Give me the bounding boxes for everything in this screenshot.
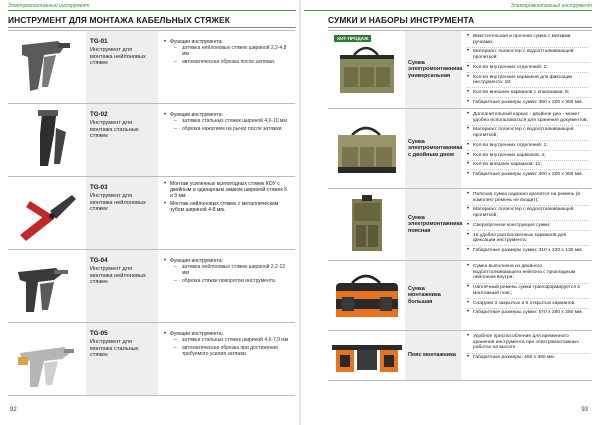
table-row	[328, 109, 592, 189]
table-row	[328, 189, 592, 261]
feature-item: • Монтаж нейлоновых стяжек с металлическим зубом шириной 4-8 мм.	[164, 201, 291, 213]
bag-image	[328, 31, 405, 108]
sub-feature: – автоматическая обрезка после затяжки.	[170, 60, 291, 66]
table-row	[8, 323, 295, 396]
product-name: Сумка монтажника большая	[408, 285, 441, 305]
table-row	[8, 104, 295, 177]
feature-item: • Кол-во внешних карманов с клапанами: 6;	[467, 90, 589, 98]
product-name: Инструмент для монтажа нейлоновых стяжек	[90, 47, 146, 67]
table-row	[8, 31, 295, 104]
product-code: TG-02	[90, 111, 108, 118]
product-name: Инструмент для монтажа стальных стяжек	[90, 339, 139, 359]
section-title: ИНСТРУМЕНТ ДЛЯ МОНТАЖА КАБЕЛЬНЫХ СТЯЖЕК	[8, 15, 230, 25]
product-name: Сумка электромонтажника с двойным дном	[408, 138, 463, 158]
running-head: Электромонтажный инструмент	[8, 3, 90, 9]
feature-item: • Удобное приспособление для временного хранения инструмента при электромонтажных работах на высоте.	[467, 334, 589, 354]
page-number: 92	[10, 407, 17, 413]
sub-feature: – затяжка стальных стяжек шириной 4,6-10 мм	[170, 119, 291, 125]
bags-table	[328, 30, 592, 381]
feature-item: • Габаритные размеры сумки: 400 х 200 х 300 мм.	[467, 172, 589, 179]
feature-item: • Поясная сумка надежно крепится на ремень (в комплект ремень не входит);	[467, 192, 589, 206]
table-row	[8, 250, 295, 323]
product-name: Сумка электромонтажника поясная	[408, 214, 463, 234]
feature-item: • Наплечный ремень сумки трансформируется в монтажный пояс;	[467, 285, 589, 299]
pouch-image	[328, 189, 405, 260]
table-row	[328, 331, 592, 381]
feature-item: • Габаритные размеры сумки: 360 х 200 х 300 мм.	[467, 100, 589, 107]
table-row	[328, 31, 592, 109]
product-name: Пояс монтажника	[408, 352, 456, 359]
feature-item: • Сверхпрочная конструкция сумки;	[467, 223, 589, 231]
table-row	[328, 261, 592, 331]
feature-item: • Дополнительный каркас - двойное дно - может удобно использоваться для хранения документов;	[467, 112, 589, 126]
feature-item: • Снаружи 3 закрытых и 5 открытых карманов.	[467, 301, 589, 309]
feature-item: • Габаритные размеры сумки: 310 х 220 х 130 мм.	[467, 248, 589, 255]
sub-feature: – автоматическая обрезка при достижении требуемого усилия затяжки.	[170, 346, 291, 358]
sub-feature: – затяжка нейлоновых стяжек шириной 2,2-4,8 мм	[170, 46, 291, 58]
product-name: Инструмент для монтажа нейлоновых стяжек	[90, 266, 146, 286]
bag-image	[328, 109, 405, 188]
feature-item: • Кол-во внешних карманов: 11;	[467, 162, 589, 170]
sub-feature: – затяжка стальных стяжек шириной 4,6-7,9 мм	[170, 338, 291, 344]
feature-item: • Монтаж усиленных всепогодных стяжек КОУ с двойным и одинарным замком шириной стяжек 6 и 9 мм	[164, 181, 291, 199]
tie-gun-image	[8, 31, 86, 103]
feature-item: • Функции инструмента: – затяжка стальных стяжек шириной 4,6-7,9 мм – автоматическая обрезка при достижении требуемого усилия затяжки.	[164, 331, 291, 358]
right-page	[300, 0, 600, 425]
tie-gun-image	[8, 104, 86, 176]
feature-item: • Функции инструмента: – затяжка стальных стяжек шириной 4,6-10 мм – обрезка нажатием на рычаг после затяжки.	[164, 112, 291, 133]
product-code: TG-01	[90, 38, 108, 45]
tie-gun-image	[8, 250, 86, 322]
feature-item: • Функции инструмента: – затяжка нейлоновых стяжек шириной 2,2-12 мм – обрезка стяжки поворотом инструмента.	[164, 258, 291, 285]
feature-item: • Материал: полиэстер с водоотталкивающей пропиткой;	[467, 127, 589, 141]
tie-gun-image	[8, 177, 86, 249]
feature-item: • Функции инструмента: – затяжка нейлоновых стяжек шириной 2,2-4,8 мм – автоматическая обрезка после затяжки.	[164, 39, 291, 66]
feature-item: • Кол-во внутренних отделений: 1;	[467, 143, 589, 151]
feature-item: • Габаритные размеры: 450 х 350 мм.	[467, 355, 589, 362]
product-code: TG-04	[90, 257, 108, 264]
feature-item: • 15 удобно расположенных карманов для фиксации инструмента;	[467, 233, 589, 247]
title-rule	[8, 27, 296, 28]
bestseller-badge: ХИТ-ПРОДАЖ	[334, 35, 371, 42]
feature-item: • Кол-во внутренних карманов для фиксации инструмента: 18;	[467, 75, 589, 89]
feature-item: • Материал: полиэстер с водоотталкивающей пропиткой;	[467, 207, 589, 221]
sub-feature: – обрезка стяжки поворотом инструмента.	[170, 279, 291, 285]
product-name: Инструмент для монтажа стальных стяжек	[90, 120, 139, 140]
sub-feature: – затяжка нейлоновых стяжек шириной 2,2-12 мм	[170, 265, 291, 277]
product-name: Сумка электромонтажника универсальная	[408, 59, 463, 79]
header-rule	[304, 10, 592, 11]
bag-image	[328, 261, 405, 330]
tool-belt-image	[328, 331, 405, 380]
product-code: TG-03	[90, 184, 108, 191]
feature-item: • Материал: полиэстер с водоотталкивающей пропиткой;	[467, 49, 589, 63]
product-name: Инструмент для монтажа нейлоновых стяжек	[90, 193, 146, 213]
feature-item: • Вместительная и прочная сумка с мягкими ручками;	[467, 34, 589, 48]
running-head: Электромонтажный инструмент	[510, 3, 592, 9]
page-number: 93	[581, 407, 588, 413]
feature-item: • Кол-во внутренних карманов: 4;	[467, 153, 589, 161]
feature-item: • Сумка выполнена из двойного водоотталкивающего нейлона с прокладным нейлоном внутри;	[467, 264, 589, 284]
tie-tools-table	[8, 30, 295, 396]
header-rule	[8, 10, 296, 11]
tie-gun-image	[8, 323, 86, 395]
section-title: СУМКИ И НАБОРЫ ИНСТРУМЕНТА	[328, 15, 475, 25]
sub-feature: – обрезка нажатием на рычаг после затяжки.	[170, 127, 291, 133]
feature-item: • Габаритные размеры сумки: 570 х 280 х 250 мм.	[467, 310, 589, 317]
feature-item: • Кол-во внутренних отделений: 2;	[467, 65, 589, 73]
product-code: TG-05	[90, 330, 108, 337]
table-row	[8, 177, 295, 250]
title-rule	[328, 27, 592, 28]
